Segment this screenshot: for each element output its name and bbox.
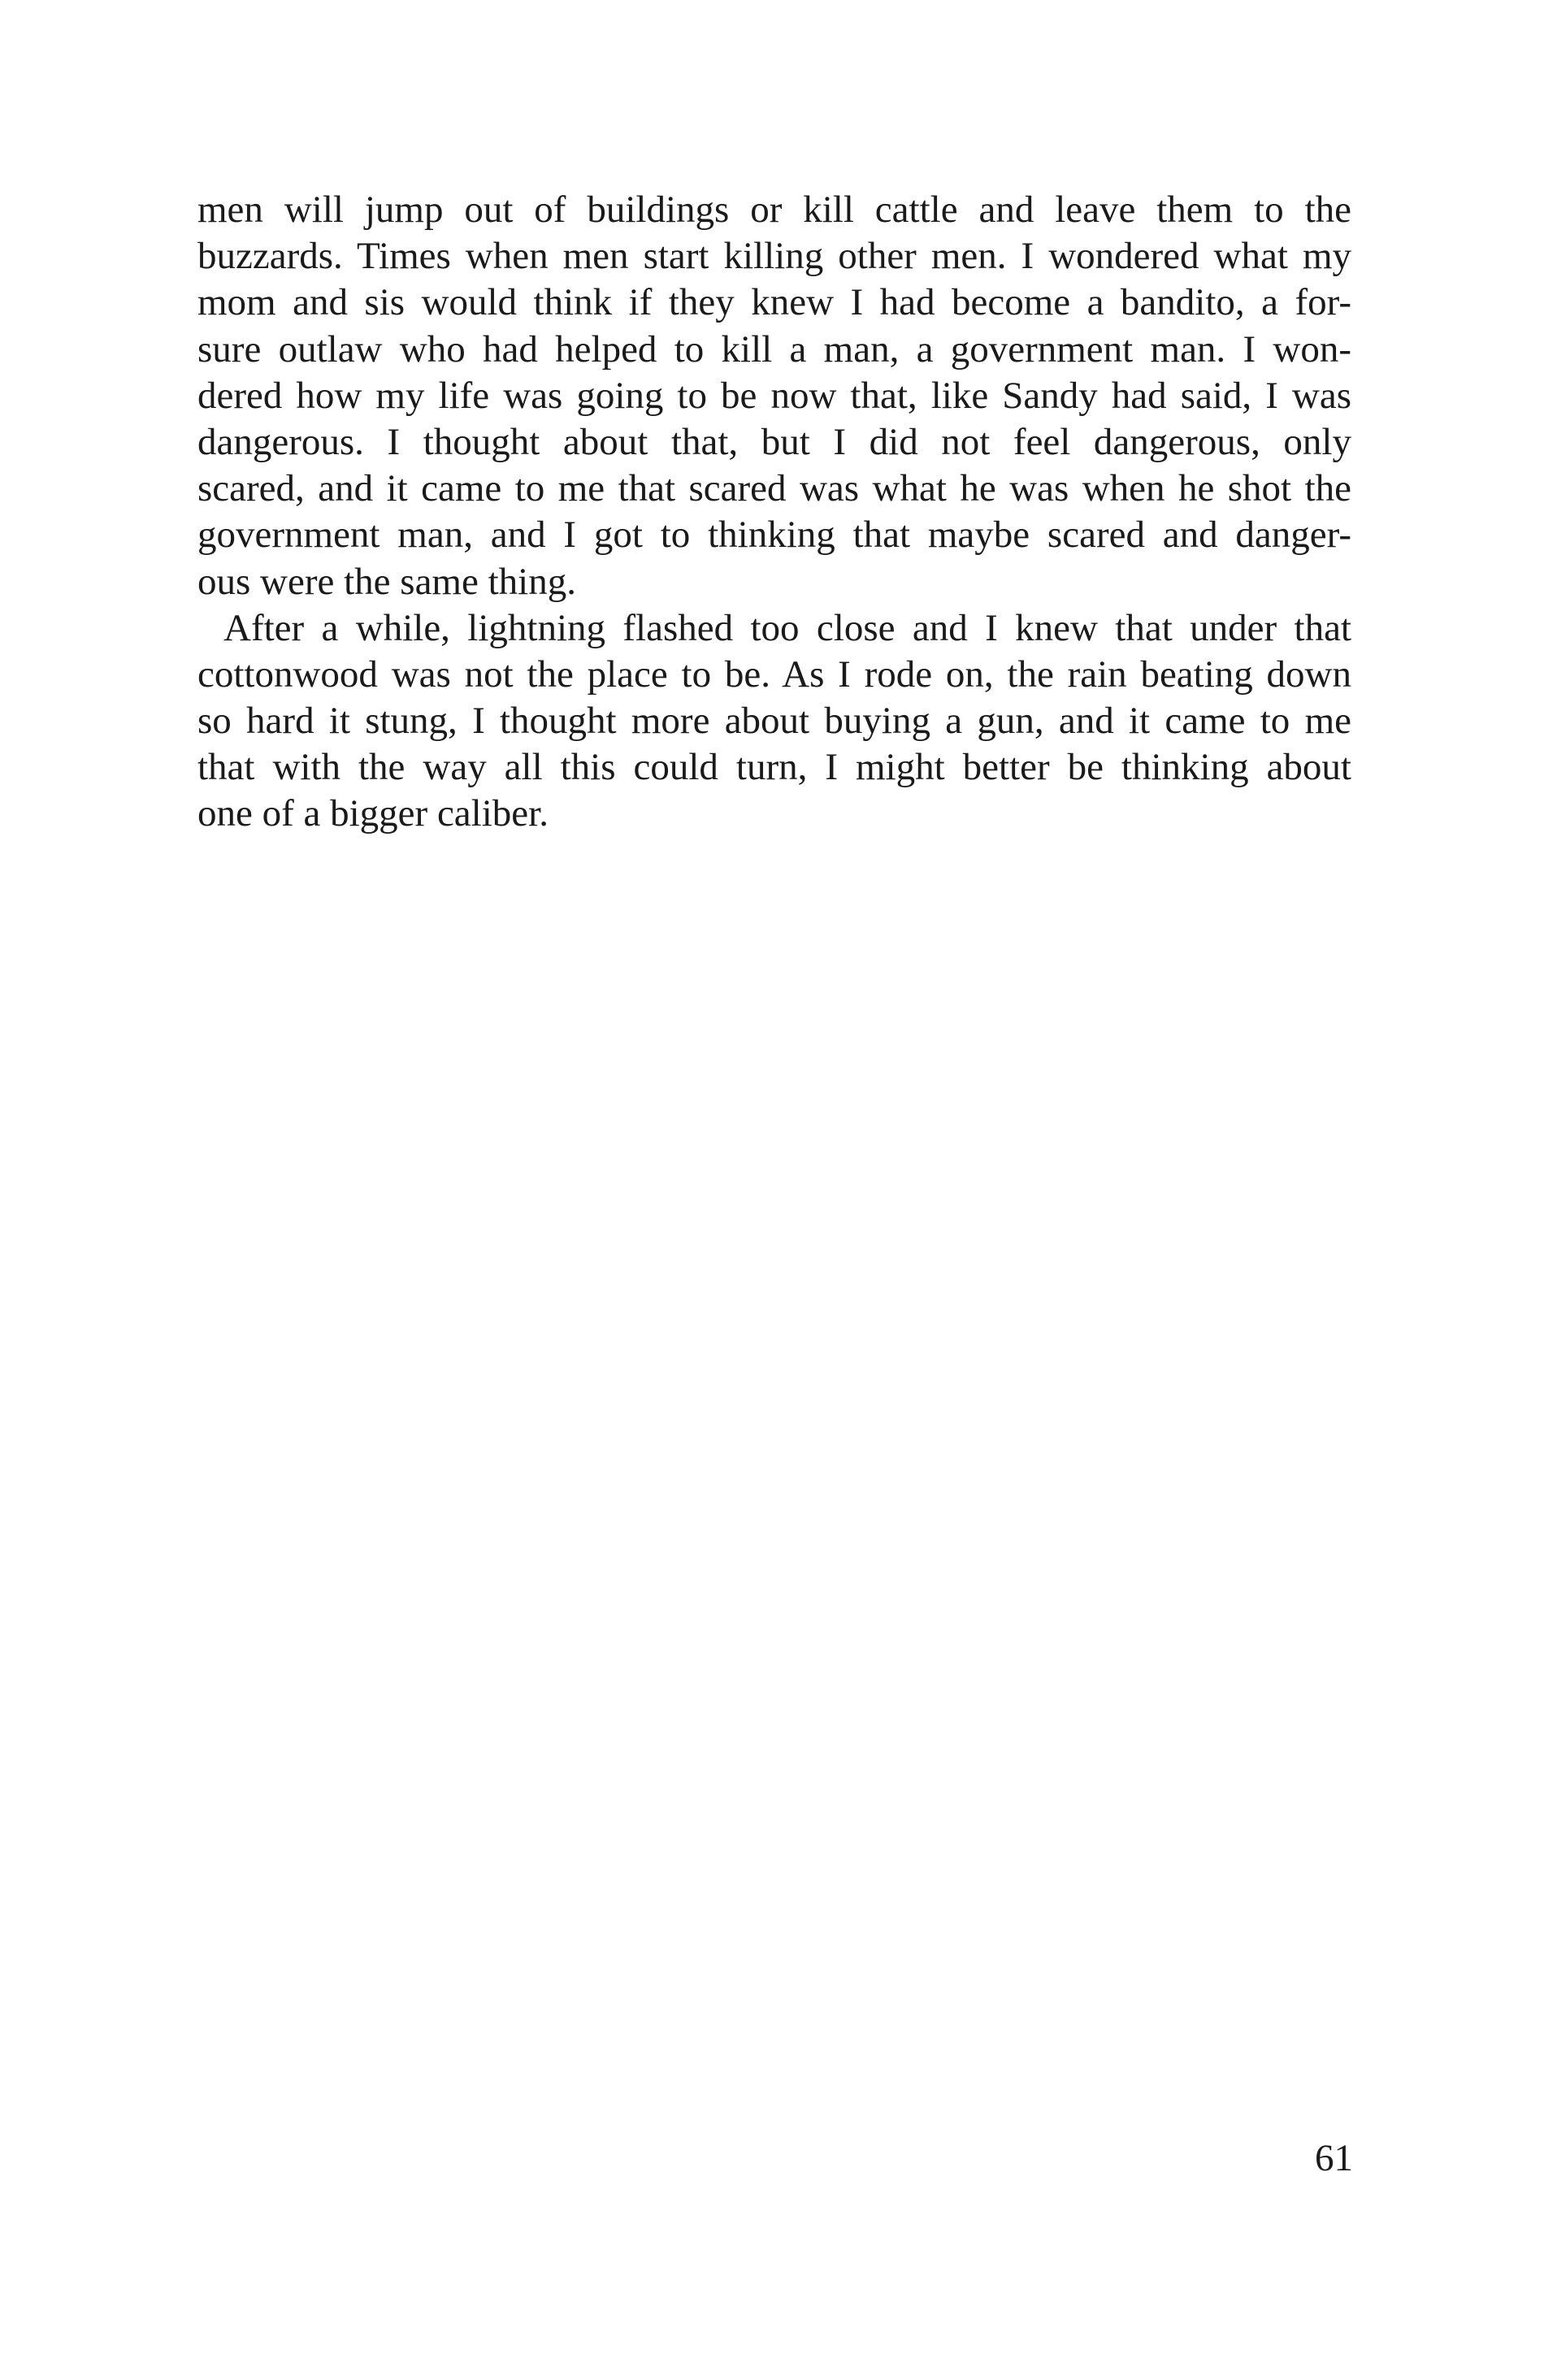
text-line: mom and sis would think if they knew I had become a bandito, a for- (197, 281, 1351, 324)
text-line: men will jump out of buildings or kill cattle and leave them to the (197, 189, 1351, 231)
page-number: 61 (1315, 2137, 1353, 2179)
text-line: After a while, lightning flashed too close and I knew that under that (223, 606, 1351, 649)
text-line: government man, and I got to thinking that maybe scared and danger- (197, 514, 1351, 557)
text-line: dangerous. I thought about that, but I did not feel dangerous, only (197, 420, 1351, 463)
text-line: ous were the same thing. (197, 560, 576, 603)
paragraph-2 (197, 605, 1351, 838)
text-line: scared, and it came to me that scared was what he was when he shot the (197, 467, 1351, 510)
text-line: that with the way all this could turn, I might better be thinking about (197, 746, 1351, 789)
text-line: buzzards. Times when men start killing other men. I wondered what my (197, 235, 1351, 278)
text-line: dered how my life was going to be now that, like Sandy had said, I was (197, 374, 1351, 417)
paragraph-1 (197, 187, 1351, 605)
body-text (197, 187, 1351, 838)
text-line: one of a bigger caliber. (197, 792, 549, 835)
text-line: cottonwood was not the place to be. As I rode on, the rain beating down (197, 652, 1351, 696)
text-line: sure outlaw who had helped to kill a man, a government man. I won- (197, 327, 1351, 371)
text-line: so hard it stung, I thought more about buying a gun, and it came to me (197, 700, 1351, 743)
